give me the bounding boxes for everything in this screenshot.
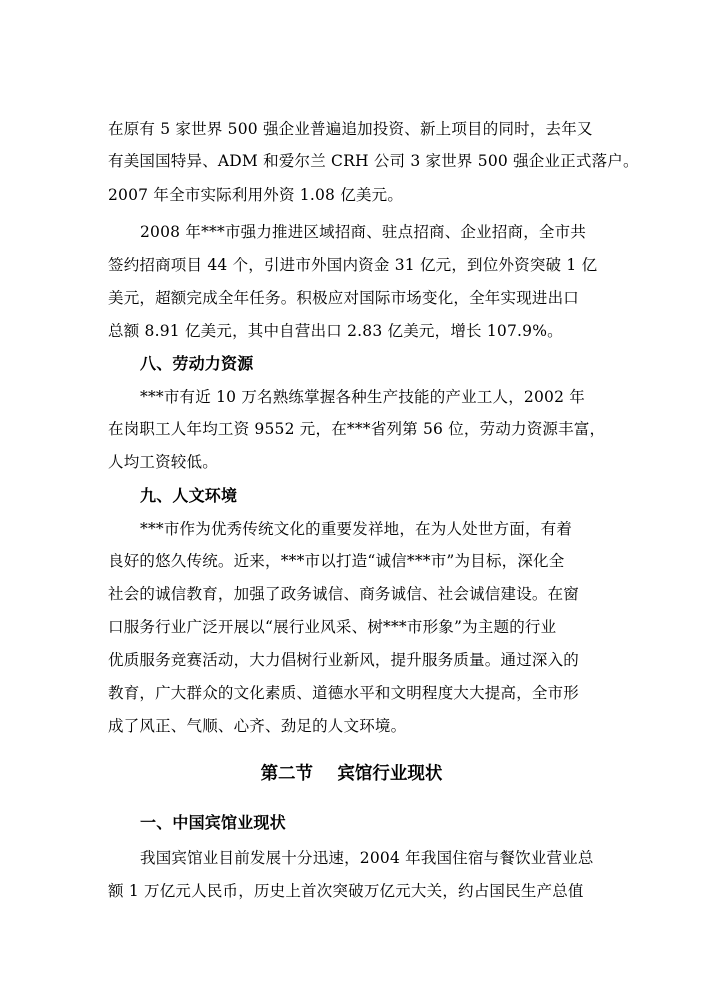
paragraph-3-line-3: 人均工资较低。 <box>108 453 218 471</box>
section-title: 第二节 宾馆行业现状 <box>260 764 443 784</box>
paragraph-2-line-4: 总额 8.91 亿美元，其中自营出口 2.83 亿美元，增长 107.9%。 <box>108 322 563 340</box>
paragraph-1-line-3: 2007 年全市实际利用外资 1.08 亿美元。 <box>108 186 404 204</box>
paragraph-1-line-2: 有美国国特异、ADM 和爱尔兰 CRH 公司 3 家世界 500 强企业正式落户。 <box>108 152 639 170</box>
paragraph-2-line-1: 2008 年***市强力推进区域招商、驻点招商、企业招商，全市共 <box>140 223 587 241</box>
paragraph-3-line-2: 在岗职工人年均工资 9552 元，在***省列第 56 位，劳动力资源丰富， <box>108 420 606 438</box>
paragraph-4-line-4: 口服务行业广泛开展以“展行业风采、树***市形象”为主题的行业 <box>108 618 557 636</box>
heading-cultural-environment: 九、人文环境 <box>140 486 238 505</box>
paragraph-4-line-6: 教育，广大群众的文化素质、道德水平和文明程度大大提高，全市形 <box>108 684 580 702</box>
heading-china-hotel-status: 一、中国宾馆业现状 <box>140 813 286 832</box>
paragraph-5-line-1: 我国宾馆业目前发展十分迅速，2004 年我国住宿与餐饮业营业总 <box>140 849 594 867</box>
paragraph-2-line-2: 签约招商项目 44 个，引进市外国内资金 31 亿元，到位外资突破 1 亿 <box>108 256 598 274</box>
paragraph-4-line-5: 优质服务竞赛活动，大力倡树行业新风，提升服务质量。通过深入的 <box>108 651 580 669</box>
paragraph-3-line-1: ***市有近 10 万名熟练掌握各种生产技能的产业工人，2002 年 <box>140 388 586 406</box>
paragraph-5-line-2: 额 1 万亿元人民币，历史上首次突破万亿元大关，约占国民生产总值 <box>108 882 584 900</box>
paragraph-4-line-3: 社会的诚信教育，加强了政务诚信、商务诚信、社会诚信建设。在窗 <box>108 585 580 603</box>
paragraph-2-line-3: 美元，超额完成全年任务。积极应对国际市场变化，全年实现进出口 <box>108 289 580 307</box>
paragraph-4-line-2: 良好的悠久传统。近来，***市以打造“诚信***市”为目标，深化全 <box>108 552 565 570</box>
paragraph-1-line-1: 在原有 5 家世界 500 强企业普遍追加投资、新上项目的同时，去年又 <box>108 120 593 138</box>
heading-labor-resources: 八、劳动力资源 <box>140 354 254 373</box>
paragraph-4-line-1: ***市作为优秀传统文化的重要发祥地，在为人处世方面，有着 <box>140 520 573 538</box>
paragraph-4-line-7: 成了风正、气顺、心齐、劲足的人文环境。 <box>108 717 407 735</box>
